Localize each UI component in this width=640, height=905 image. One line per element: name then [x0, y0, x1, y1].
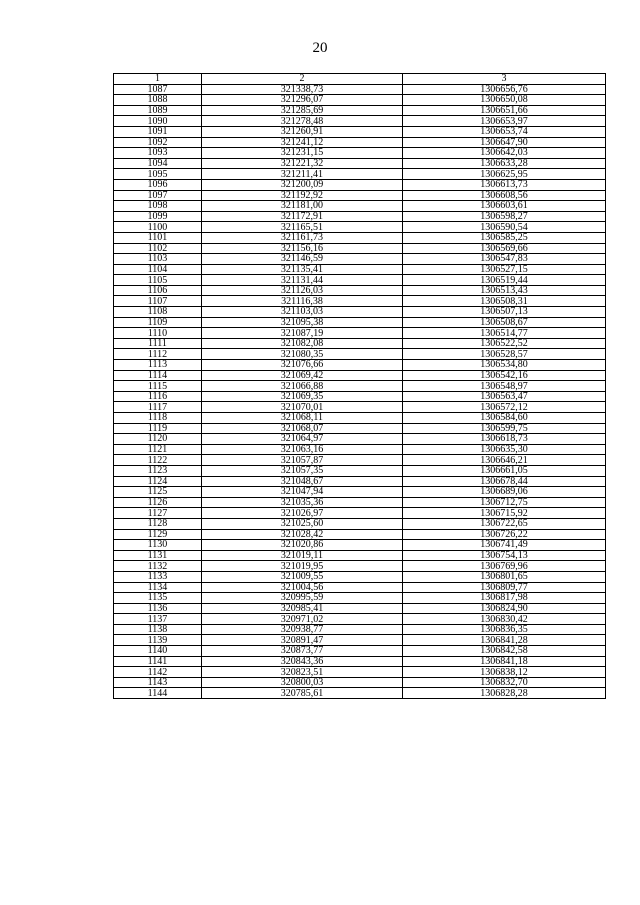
table-row: [114, 307, 606, 318]
x-coordinate-cell: 321146,59: [202, 254, 403, 265]
point-number-cell: 1111: [114, 338, 202, 349]
table-row: [114, 550, 606, 561]
y-coordinate-cell: 1306527,15: [403, 264, 606, 275]
y-coordinate-cell: 1306514,77: [403, 328, 606, 339]
point-number-cell: 1107: [114, 296, 202, 307]
table-row: [114, 582, 606, 593]
x-coordinate-cell: 321231,15: [202, 148, 403, 159]
table-row: [114, 148, 606, 159]
x-coordinate-cell: 320891,47: [202, 635, 403, 646]
x-coordinate-cell: 321020,86: [202, 540, 403, 551]
x-coordinate-cell: 321064,97: [202, 434, 403, 445]
point-number-cell: 1116: [114, 391, 202, 402]
x-coordinate-cell: 321048,67: [202, 476, 403, 487]
point-number-cell: 1101: [114, 232, 202, 243]
column-header-1: 1: [114, 74, 202, 85]
table-row: [114, 338, 606, 349]
x-coordinate-cell: 321068,11: [202, 413, 403, 424]
y-coordinate-cell: 1306769,96: [403, 561, 606, 572]
x-coordinate-cell: 321095,38: [202, 317, 403, 328]
table-row: [114, 688, 606, 699]
table-row: [114, 179, 606, 190]
table-row: [114, 243, 606, 254]
y-coordinate-cell: 1306603,61: [403, 201, 606, 212]
y-coordinate-cell: 1306590,54: [403, 222, 606, 233]
point-number-cell: 1106: [114, 285, 202, 296]
column-header-3: 3: [403, 74, 606, 85]
y-coordinate-cell: 1306824,90: [403, 603, 606, 614]
x-coordinate-cell: 321069,35: [202, 391, 403, 402]
y-coordinate-cell: 1306650,08: [403, 95, 606, 106]
point-number-cell: 1091: [114, 126, 202, 137]
y-coordinate-cell: 1306712,75: [403, 497, 606, 508]
table-row: [114, 116, 606, 127]
y-coordinate-cell: 1306598,27: [403, 211, 606, 222]
point-number-cell: 1093: [114, 148, 202, 159]
table-row: [114, 126, 606, 137]
table-row: [114, 413, 606, 424]
point-number-cell: 1089: [114, 105, 202, 116]
point-number-cell: 1118: [114, 413, 202, 424]
table-row: [114, 317, 606, 328]
y-coordinate-cell: 1306625,95: [403, 169, 606, 180]
y-coordinate-cell: 1306584,60: [403, 413, 606, 424]
page-number: 20: [312, 40, 328, 56]
y-coordinate-cell: 1306528,57: [403, 349, 606, 360]
x-coordinate-cell: 321200,09: [202, 179, 403, 190]
x-coordinate-cell: 320785,61: [202, 688, 403, 699]
x-coordinate-cell: 321019,95: [202, 561, 403, 572]
y-coordinate-cell: 1306678,44: [403, 476, 606, 487]
y-coordinate-cell: 1306599,75: [403, 423, 606, 434]
x-coordinate-cell: 320995,59: [202, 593, 403, 604]
point-number-cell: 1127: [114, 508, 202, 519]
table-row: [114, 137, 606, 148]
y-coordinate-cell: 1306817,98: [403, 593, 606, 604]
y-coordinate-cell: 1306689,06: [403, 487, 606, 498]
table-row: [114, 571, 606, 582]
x-coordinate-cell: 321181,00: [202, 201, 403, 212]
table-row: [114, 423, 606, 434]
table-row: [114, 201, 606, 212]
x-coordinate-cell: 321076,66: [202, 360, 403, 371]
point-number-cell: 1143: [114, 677, 202, 688]
y-coordinate-cell: 1306842,58: [403, 646, 606, 657]
point-number-cell: 1097: [114, 190, 202, 201]
table-row: [114, 254, 606, 265]
x-coordinate-cell: 321047,94: [202, 487, 403, 498]
table-row: [114, 646, 606, 657]
y-coordinate-cell: 1306726,22: [403, 529, 606, 540]
point-number-cell: 1088: [114, 95, 202, 106]
table-row: [114, 275, 606, 286]
table-row: [114, 614, 606, 625]
y-coordinate-cell: 1306572,12: [403, 402, 606, 413]
x-coordinate-cell: 321296,07: [202, 95, 403, 106]
point-number-cell: 1130: [114, 540, 202, 551]
x-coordinate-cell: 321066,88: [202, 381, 403, 392]
table-row: [114, 529, 606, 540]
y-coordinate-cell: 1306801,65: [403, 571, 606, 582]
column-header-2: 2: [202, 74, 403, 85]
point-number-cell: 1112: [114, 349, 202, 360]
y-coordinate-cell: 1306508,31: [403, 296, 606, 307]
table-row: [114, 402, 606, 413]
point-number-cell: 1122: [114, 455, 202, 466]
point-number-cell: 1141: [114, 656, 202, 667]
table-row: [114, 635, 606, 646]
coordinates-table: [113, 73, 606, 699]
y-coordinate-cell: 1306618,73: [403, 434, 606, 445]
x-coordinate-cell: 321080,35: [202, 349, 403, 360]
y-coordinate-cell: 1306651,66: [403, 105, 606, 116]
y-coordinate-cell: 1306653,97: [403, 116, 606, 127]
table-row: [114, 476, 606, 487]
point-number-cell: 1108: [114, 307, 202, 318]
x-coordinate-cell: 321009,55: [202, 571, 403, 582]
x-coordinate-cell: 321063,16: [202, 444, 403, 455]
table-row: [114, 561, 606, 572]
point-number-cell: 1136: [114, 603, 202, 614]
x-coordinate-cell: 321192,92: [202, 190, 403, 201]
x-coordinate-cell: 321025,60: [202, 518, 403, 529]
y-coordinate-cell: 1306741,49: [403, 540, 606, 551]
x-coordinate-cell: 321068,07: [202, 423, 403, 434]
y-coordinate-cell: 1306633,28: [403, 158, 606, 169]
table-row: [114, 434, 606, 445]
point-number-cell: 1103: [114, 254, 202, 265]
y-coordinate-cell: 1306661,05: [403, 465, 606, 476]
point-number-cell: 1102: [114, 243, 202, 254]
table-row: [114, 381, 606, 392]
x-coordinate-cell: 321035,36: [202, 497, 403, 508]
y-coordinate-cell: 1306715,92: [403, 508, 606, 519]
point-number-cell: 1096: [114, 179, 202, 190]
point-number-cell: 1119: [114, 423, 202, 434]
x-coordinate-cell: 320938,77: [202, 624, 403, 635]
y-coordinate-cell: 1306841,18: [403, 656, 606, 667]
x-coordinate-cell: 321126,03: [202, 285, 403, 296]
point-number-cell: 1092: [114, 137, 202, 148]
x-coordinate-cell: 321057,35: [202, 465, 403, 476]
y-coordinate-cell: 1306809,77: [403, 582, 606, 593]
y-coordinate-cell: 1306534,80: [403, 360, 606, 371]
table-row: [114, 444, 606, 455]
point-number-cell: 1087: [114, 84, 202, 95]
y-coordinate-cell: 1306653,74: [403, 126, 606, 137]
point-number-cell: 1142: [114, 667, 202, 678]
y-coordinate-cell: 1306563,47: [403, 391, 606, 402]
table-row: [114, 518, 606, 529]
y-coordinate-cell: 1306647,90: [403, 137, 606, 148]
table-row: [114, 465, 606, 476]
table-row: [114, 370, 606, 381]
point-number-cell: 1121: [114, 444, 202, 455]
table-row: [114, 360, 606, 371]
point-number-cell: 1129: [114, 529, 202, 540]
y-coordinate-cell: 1306838,12: [403, 667, 606, 678]
table-row: [114, 508, 606, 519]
y-coordinate-cell: 1306547,83: [403, 254, 606, 265]
table-row: [114, 328, 606, 339]
table-row: [114, 540, 606, 551]
point-number-cell: 1105: [114, 275, 202, 286]
y-coordinate-cell: 1306642,03: [403, 148, 606, 159]
table-row: [114, 624, 606, 635]
x-coordinate-cell: 321241,12: [202, 137, 403, 148]
point-number-cell: 1099: [114, 211, 202, 222]
table-row: [114, 105, 606, 116]
x-coordinate-cell: 321260,91: [202, 126, 403, 137]
point-number-cell: 1123: [114, 465, 202, 476]
table-row: [114, 391, 606, 402]
point-number-cell: 1104: [114, 264, 202, 275]
point-number-cell: 1139: [114, 635, 202, 646]
x-coordinate-cell: 321165,51: [202, 222, 403, 233]
table-row: [114, 603, 606, 614]
table-row: [114, 285, 606, 296]
x-coordinate-cell: 321221,32: [202, 158, 403, 169]
x-coordinate-cell: 320843,36: [202, 656, 403, 667]
table-row: [114, 497, 606, 508]
point-number-cell: 1094: [114, 158, 202, 169]
y-coordinate-cell: 1306522,52: [403, 338, 606, 349]
point-number-cell: 1133: [114, 571, 202, 582]
point-number-cell: 1132: [114, 561, 202, 572]
point-number-cell: 1117: [114, 402, 202, 413]
y-coordinate-cell: 1306841,28: [403, 635, 606, 646]
x-coordinate-cell: 321082,08: [202, 338, 403, 349]
table-row: [114, 349, 606, 360]
table-row: [114, 677, 606, 688]
point-number-cell: 1110: [114, 328, 202, 339]
point-number-cell: 1125: [114, 487, 202, 498]
y-coordinate-cell: 1306656,76: [403, 84, 606, 95]
point-number-cell: 1128: [114, 518, 202, 529]
table-row: [114, 211, 606, 222]
point-number-cell: 1144: [114, 688, 202, 699]
x-coordinate-cell: 320985,41: [202, 603, 403, 614]
x-coordinate-cell: 321103,03: [202, 307, 403, 318]
y-coordinate-cell: 1306832,70: [403, 677, 606, 688]
y-coordinate-cell: 1306508,67: [403, 317, 606, 328]
x-coordinate-cell: 321087,19: [202, 328, 403, 339]
y-coordinate-cell: 1306828,28: [403, 688, 606, 699]
x-coordinate-cell: 321135,41: [202, 264, 403, 275]
point-number-cell: 1100: [114, 222, 202, 233]
y-coordinate-cell: 1306548,97: [403, 381, 606, 392]
table-row: [114, 264, 606, 275]
x-coordinate-cell: 321057,87: [202, 455, 403, 466]
point-number-cell: 1098: [114, 201, 202, 212]
table-row: [114, 667, 606, 678]
point-number-cell: 1120: [114, 434, 202, 445]
x-coordinate-cell: 321131,44: [202, 275, 403, 286]
y-coordinate-cell: 1306513,43: [403, 285, 606, 296]
point-number-cell: 1124: [114, 476, 202, 487]
x-coordinate-cell: 321211,41: [202, 169, 403, 180]
x-coordinate-cell: 321156,16: [202, 243, 403, 254]
x-coordinate-cell: 320800,03: [202, 677, 403, 688]
x-coordinate-cell: 321069,42: [202, 370, 403, 381]
y-coordinate-cell: 1306519,44: [403, 275, 606, 286]
y-coordinate-cell: 1306836,35: [403, 624, 606, 635]
y-coordinate-cell: 1306722,65: [403, 518, 606, 529]
y-coordinate-cell: 1306635,30: [403, 444, 606, 455]
table-row: [114, 190, 606, 201]
x-coordinate-cell: 321019,11: [202, 550, 403, 561]
point-number-cell: 1140: [114, 646, 202, 657]
table-row: [114, 84, 606, 95]
table-row: [114, 95, 606, 106]
point-number-cell: 1137: [114, 614, 202, 625]
x-coordinate-cell: 321278,48: [202, 116, 403, 127]
x-coordinate-cell: 320873,77: [202, 646, 403, 657]
x-coordinate-cell: 321070,01: [202, 402, 403, 413]
x-coordinate-cell: 321116,38: [202, 296, 403, 307]
x-coordinate-cell: 321026,97: [202, 508, 403, 519]
y-coordinate-cell: 1306569,66: [403, 243, 606, 254]
y-coordinate-cell: 1306542,16: [403, 370, 606, 381]
point-number-cell: 1115: [114, 381, 202, 392]
table-row: [114, 487, 606, 498]
x-coordinate-cell: 321338,73: [202, 84, 403, 95]
y-coordinate-cell: 1306754,13: [403, 550, 606, 561]
point-number-cell: 1113: [114, 360, 202, 371]
y-coordinate-cell: 1306646,21: [403, 455, 606, 466]
y-coordinate-cell: 1306507,13: [403, 307, 606, 318]
x-coordinate-cell: 320823,51: [202, 667, 403, 678]
table-row: [114, 169, 606, 180]
table-row: [114, 296, 606, 307]
y-coordinate-cell: 1306585,25: [403, 232, 606, 243]
x-coordinate-cell: 321285,69: [202, 105, 403, 116]
x-coordinate-cell: 321028,42: [202, 529, 403, 540]
x-coordinate-cell: 321004,56: [202, 582, 403, 593]
table-body: [114, 84, 606, 698]
point-number-cell: 1109: [114, 317, 202, 328]
y-coordinate-cell: 1306608,56: [403, 190, 606, 201]
point-number-cell: 1126: [114, 497, 202, 508]
point-number-cell: 1134: [114, 582, 202, 593]
x-coordinate-cell: 321161,73: [202, 232, 403, 243]
point-number-cell: 1114: [114, 370, 202, 381]
point-number-cell: 1135: [114, 593, 202, 604]
point-number-cell: 1131: [114, 550, 202, 561]
table-row: [114, 593, 606, 604]
x-coordinate-cell: 321172,91: [202, 211, 403, 222]
y-coordinate-cell: 1306613,73: [403, 179, 606, 190]
y-coordinate-cell: 1306830,42: [403, 614, 606, 625]
x-coordinate-cell: 320971,02: [202, 614, 403, 625]
point-number-cell: 1138: [114, 624, 202, 635]
table-row: [114, 455, 606, 466]
point-number-cell: 1090: [114, 116, 202, 127]
table-row: [114, 656, 606, 667]
table-row: [114, 232, 606, 243]
table-header-row: [114, 74, 606, 85]
table-row: [114, 158, 606, 169]
table-row: [114, 222, 606, 233]
point-number-cell: 1095: [114, 169, 202, 180]
